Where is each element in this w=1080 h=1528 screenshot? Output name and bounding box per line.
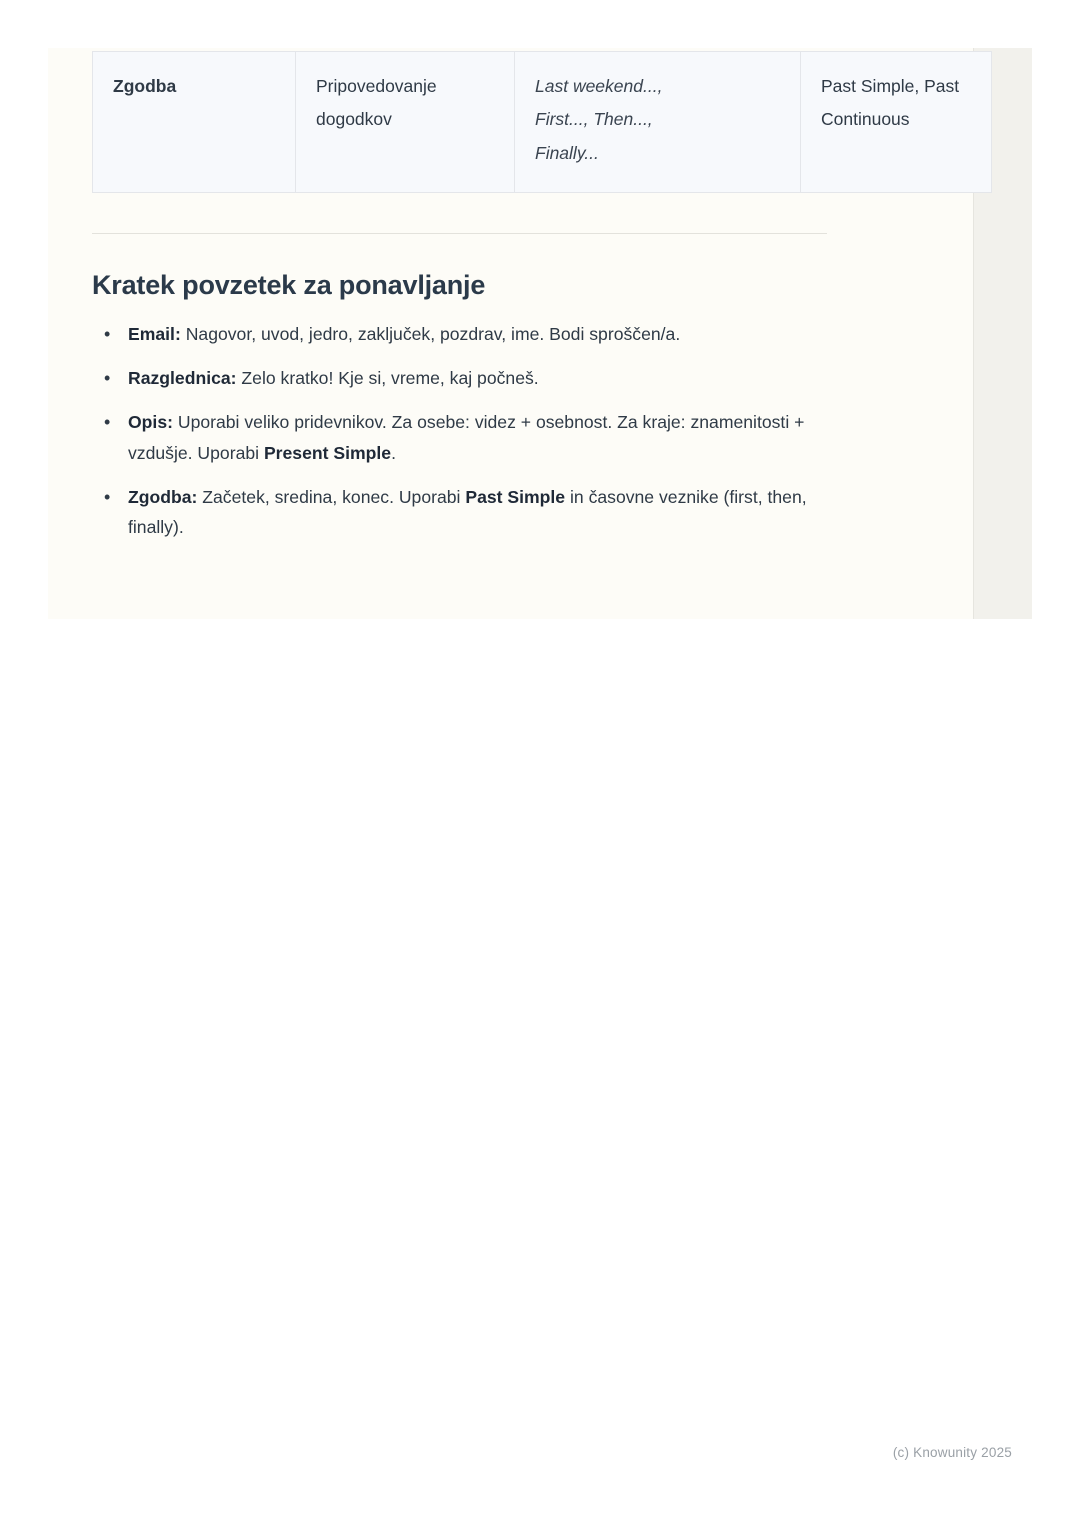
- table-cell-purpose: Pripovedovanje dogodkov: [296, 52, 515, 193]
- list-item-text: Nagovor, uvod, jedro, zaključek, pozdrav, ime. Bodi sproščen/a.: [180, 323, 681, 344]
- list-item: [118, 363, 832, 393]
- list-item-label: Email:: [128, 323, 181, 344]
- list-item-label: Opis:: [128, 412, 173, 433]
- list-item-emphasis: Present Simple: [263, 442, 392, 463]
- phrase-3: Finally...: [535, 142, 599, 163]
- list-item-text-end: .: [391, 442, 396, 463]
- table-cell-tenses: Past Simple, Past Continuous: [801, 52, 992, 193]
- list-item-text-end: in časovne veznike (first, then, finally).: [128, 486, 807, 537]
- table-row: [93, 52, 992, 193]
- table-cell-phrases: [515, 52, 801, 193]
- list-item-text: Uporabi veliko pridevnikov. Za osebe: videz + osebnost. Za kraje: znamenitosti + vzdušje. Uporabi: [128, 412, 805, 463]
- writing-types-table: [92, 51, 992, 193]
- phrase-1: Last weekend...,: [535, 76, 663, 96]
- summary-list: [92, 319, 832, 543]
- list-item-text: Začetek, sredina, konec. Uporabi: [197, 486, 466, 507]
- list-item-label: Razglednica:: [128, 368, 237, 388]
- page-title: Kratek povzetek za ponavljanje: [92, 269, 486, 300]
- copyright-notice: (c) Knowunity 2025: [892, 1445, 1012, 1460]
- phrase-2: First..., Then...,: [535, 109, 653, 130]
- document-content: [92, 48, 960, 556]
- list-item: [118, 482, 832, 543]
- table-cell-type: Zgodba: [93, 52, 296, 193]
- list-item: [118, 319, 832, 349]
- list-item-label: Zgodba:: [128, 486, 198, 507]
- section-divider: [92, 233, 827, 234]
- document-panel: [48, 48, 1032, 619]
- list-item: [118, 407, 832, 468]
- list-item-emphasis: Past Simple: [465, 486, 566, 507]
- list-item-text: Zelo kratko! Kje si, vreme, kaj počneš.: [236, 368, 539, 388]
